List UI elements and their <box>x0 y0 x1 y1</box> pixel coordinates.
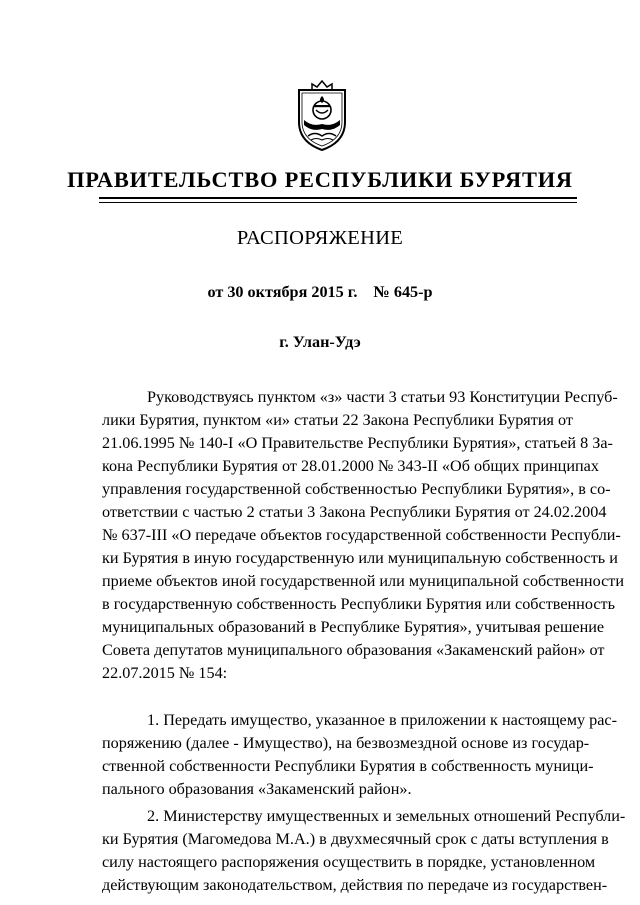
paragraph-1-line: Руководствуясь пунктом «з» части 3 статьи 93 Конституции Респуб- <box>147 388 618 406</box>
paragraph-1-line: 21.06.1995 № 140-I «О Правительстве Республики Бурятия», статьей 8 За- <box>102 434 613 452</box>
paragraph-2-line: ственной собственности Республики Бурятия в собственность муници- <box>102 757 594 775</box>
paragraph-1-line: ки Бурятия в иную государственную или муниципальную собственность и <box>102 549 618 567</box>
document-place: г. Улан-Удэ <box>279 333 361 351</box>
document-type-title: РАСПОРЯЖЕНИЕ <box>236 227 404 249</box>
header-rule-thin <box>99 202 577 203</box>
government-title: ПРАВИТЕЛЬСТВО РЕСПУБЛИКИ БУРЯТИЯ <box>67 167 573 192</box>
paragraph-1-line: муниципальных образований в Республике Бурятия», учитывая решение <box>102 618 605 636</box>
paragraph-1-line: кона Республики Бурятия от 28.01.2000 № 343-II «Об общих принципах <box>102 457 599 475</box>
paragraph-3-line: 2. Министерству имущественных и земельных отношений Республи- <box>147 807 626 825</box>
coat-of-arms-icon <box>294 80 350 152</box>
paragraph-2-line: 1. Передать имущество, указанное в приложении к настоящему рас- <box>147 711 617 729</box>
header-rule-thick <box>99 197 577 199</box>
paragraph-1-line: № 637-III «О передаче объектов государственной собственности Республи- <box>102 526 621 544</box>
paragraph-3-line: действующим законодательством, действия по передаче из государствен- <box>102 876 608 894</box>
paragraph-3-line: ки Бурятия (Магомедова М.А.) в двухмесячный срок с даты вступления в <box>102 830 609 848</box>
paragraph-2-line: поряжению (далее - Имущество), на безвозмездной основе из государ- <box>102 734 590 752</box>
paragraph-1-line: управления государственной собственностью Республики Бурятия», в со- <box>102 480 611 498</box>
paragraph-1-line: 22.07.2015 № 154: <box>102 664 228 682</box>
paragraph-2-line: пального образования «Закаменский район». <box>102 780 412 798</box>
paragraph-1-line: ответствии с частью 2 статьи 3 Закона Республики Бурятия от 24.02.2004 <box>102 503 607 521</box>
paragraph-1-line: Совета депутатов муниципального образования «Закаменский район» от <box>102 641 605 659</box>
paragraph-1-line: в государственную собственность Республики Бурятия или собственность <box>102 595 615 613</box>
paragraph-1-line: лики Бурятия, пунктом «и» статьи 22 Закона Республики Бурятия от <box>102 411 573 429</box>
paragraph-3-line: силу настоящего распоряжения осуществить в порядке, установленном <box>102 853 596 871</box>
document-date-number: от 30 октября 2015 г. № 645-р <box>207 283 433 301</box>
paragraph-1-line: приеме объектов иной государственной или муниципальной собственности <box>102 572 625 590</box>
